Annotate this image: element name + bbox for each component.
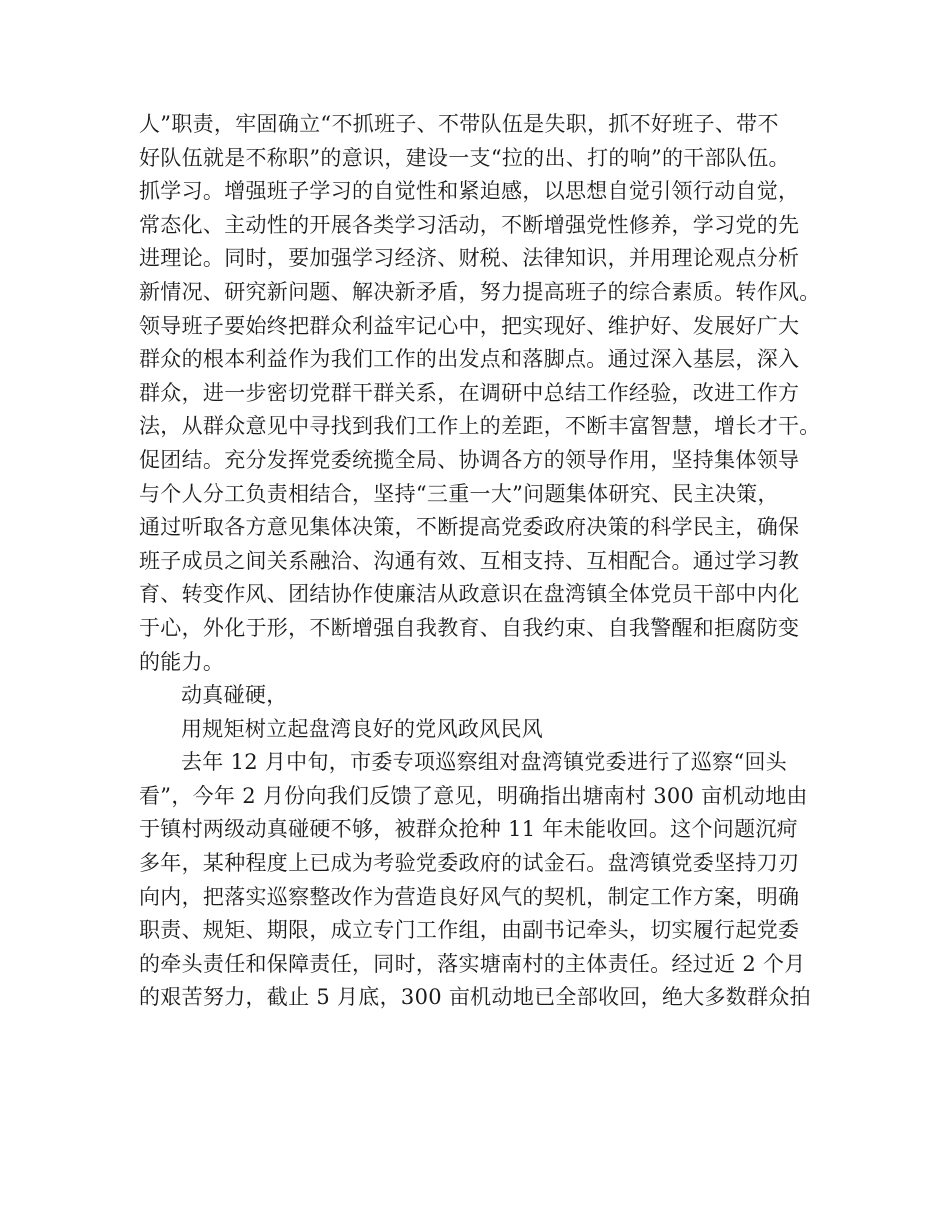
text-line: 看”，今年 2 月份向我们反馈了意见，明确指出塘南村 300 亩机动地由	[139, 783, 808, 808]
text-line: 法，从群众意见中寻找到我们工作上的差距，不断丰富智慧，增长才干。	[139, 414, 821, 439]
paragraph-first-line: 去年 12 月中旬，市委专项巡察组对盘湾镇党委进行了巡察“回头	[181, 750, 788, 775]
text-line: 进理论。同时，要加强学习经济、财税、法律知识，并用理论观点分析	[139, 246, 800, 271]
text-line: 于镇村两级动真碰硬不够，被群众抢种 11 年未能收回。这个问题沉疴	[139, 817, 798, 842]
section-heading-line: 动真碰硬，	[181, 683, 288, 708]
section-heading-line: 用规矩树立起盘湾良好的党风政风民风	[181, 716, 544, 741]
text-line: 抓学习。增强班子学习的自觉性和紧迫感，以思想自觉引领行动自觉，	[139, 179, 800, 204]
text-line: 与个人分工负责相结合，坚持“三重一大”问题集体研究、民主决策，	[139, 481, 779, 506]
text-line: 的牵头责任和保障责任，同时，落实塘南村的主体责任。经过近 2 个月	[139, 951, 806, 976]
text-line: 向内，把落实巡察整改作为营造良好风气的契机，制定工作方案，明确	[139, 884, 800, 909]
text-line: 领导班子要始终把群众利益牢记心中，把实现好、维护好、发展好广大	[139, 313, 800, 338]
text-line: 人”职责，牢固确立“不抓班子、不带队伍是失职，抓不好班子、带不	[139, 112, 779, 136]
text-line: 的能力。	[139, 649, 225, 674]
text-line: 多年，某种程度上已成为考验党委政府的试金石。盘湾镇党委坚持刀刃	[139, 851, 800, 876]
text-line: 群众，进一步密切党群干群关系，在调研中总结工作经验，改进工作方	[139, 380, 800, 405]
text-line: 促团结。充分发挥党委统揽全局、协调各方的领导作用，坚持集体领导	[139, 447, 800, 472]
text-line: 的艰苦努力，截止 5 月底，300 亩机动地已全部收回，绝大多数群众拍	[139, 985, 811, 1010]
body-text	[139, 108, 839, 1015]
text-line: 常态化、主动性的开展各类学习活动，不断增强党性修养，学习党的先	[139, 212, 800, 237]
text-line: 育、转变作风、团结协作使廉洁从政意识在盘湾镇全体党员干部中内化	[139, 582, 800, 607]
text-line: 群众的根本利益作为我们工作的出发点和落脚点。通过深入基层，深入	[139, 347, 800, 372]
text-line: 新情况、研究新问题、解决新矛盾，努力提高班子的综合素质。转作风。	[139, 279, 821, 304]
text-line: 职责、规矩、期限，成立专门工作组，由副书记牵头，切实履行起党委	[139, 918, 800, 943]
text-line: 好队伍就是不称职”的意识，建设一支“拉的出、打的响”的干部队伍。	[139, 145, 790, 170]
text-line: 通过听取各方意见集体决策，不断提高党委政府决策的科学民主，确保	[139, 515, 800, 540]
text-line: 于心，外化于形，不断增强自我教育、自我约束、自我警醒和拒腐防变	[139, 615, 800, 640]
text-line: 班子成员之间关系融洽、沟通有效、互相支持、互相配合。通过学习教	[139, 548, 800, 573]
